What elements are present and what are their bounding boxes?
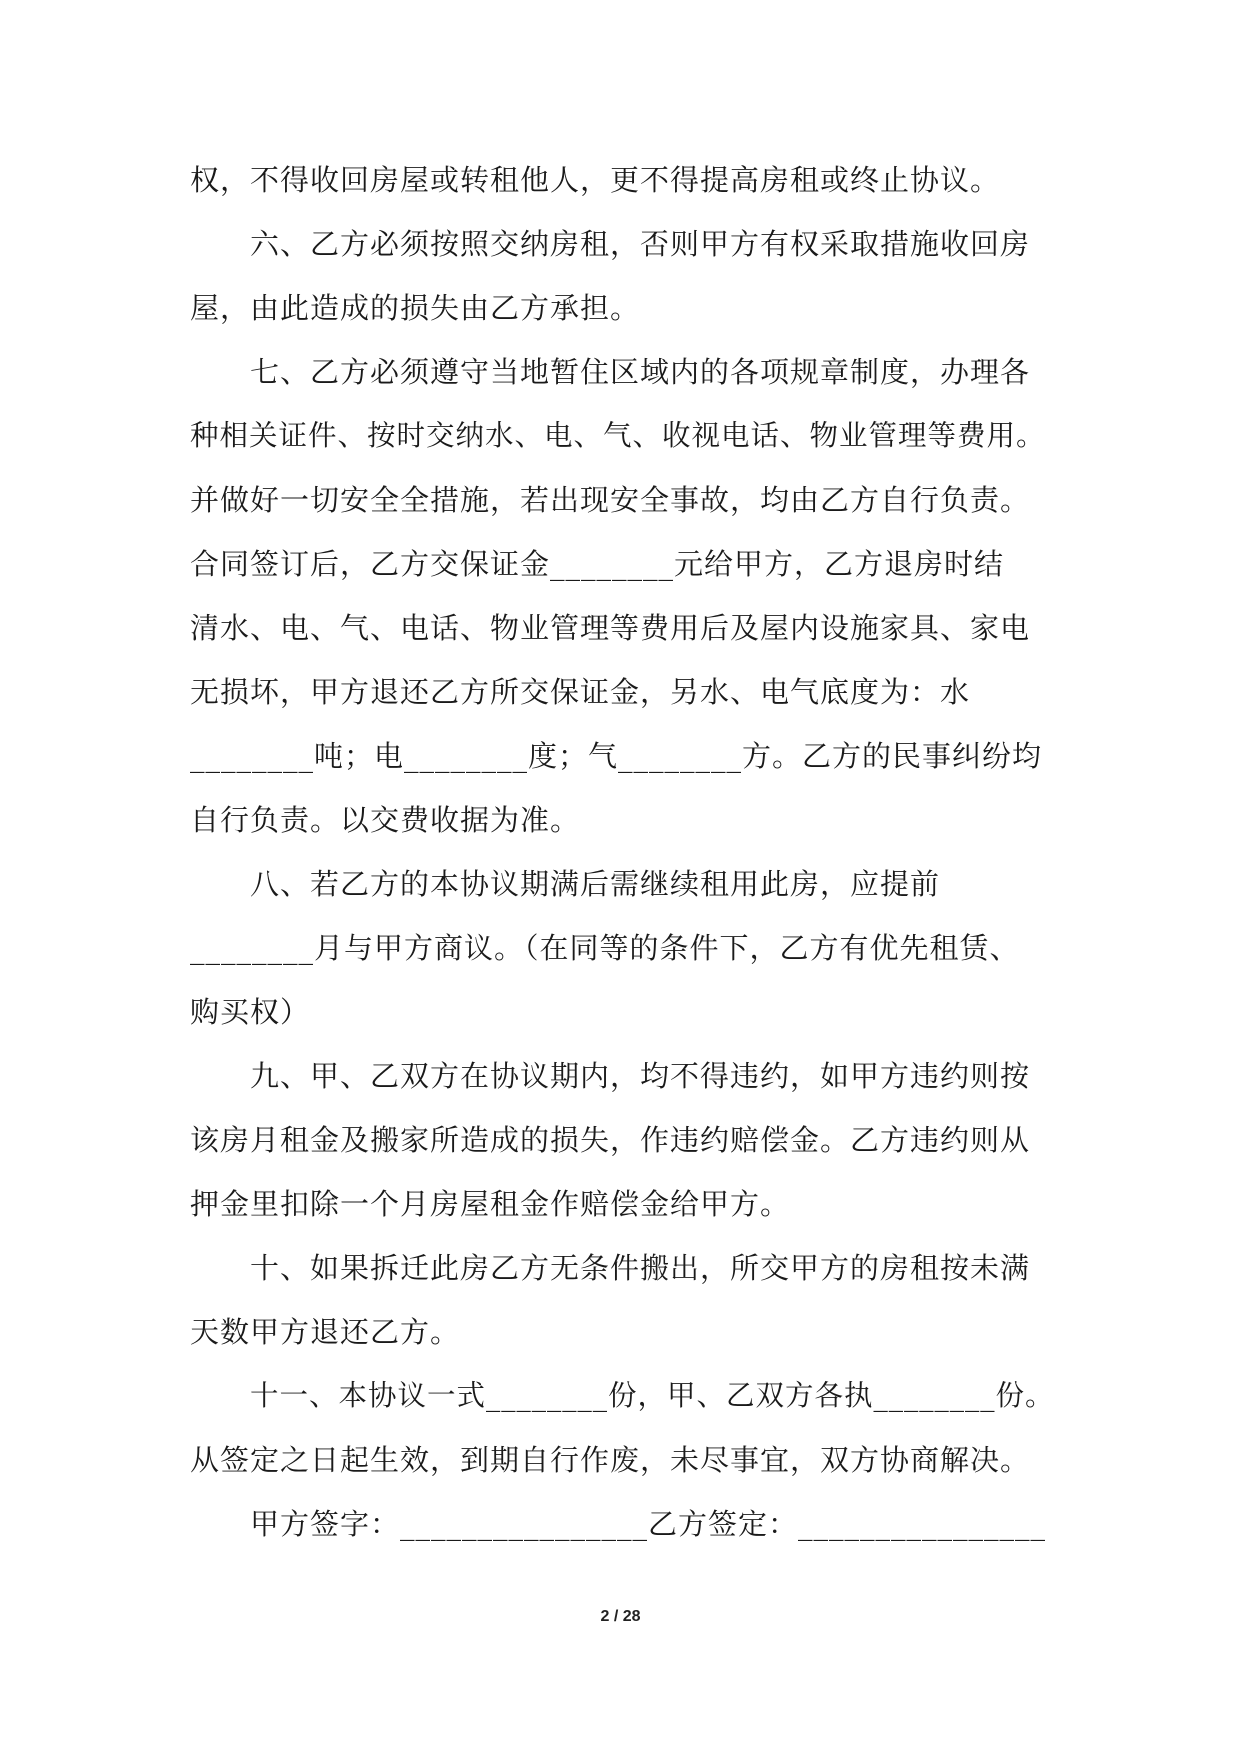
clause-11-line: 十一、本协议一式________份，甲、乙双方各执________份。 bbox=[250, 1379, 1055, 1412]
text-line: 权，不得收回房屋或转租他人，更不得提高房租或终止协议。 bbox=[190, 163, 1001, 197]
text-line: 屋，由此造成的损失由乙方承担。 bbox=[190, 291, 641, 325]
text-line: 该房月租金及搬家所造成的损失，作违约赔偿金。乙方违约则从 bbox=[190, 1123, 1031, 1157]
page-number: 2 / 28 bbox=[600, 1608, 641, 1625]
deposit-line: 合同签订后，乙方交保证金________元给甲方，乙方退房时结 bbox=[190, 547, 1005, 581]
text-line: 清水、电、气、电话、物业管理等费用后及屋内设施家具、家电 bbox=[190, 611, 1031, 645]
text-line: 押金里扣除一个月房屋租金作赔偿金给甲方。 bbox=[190, 1187, 791, 1221]
text-line: 无损坏，甲方退还乙方所交保证金，另水、电气底度为：水 bbox=[190, 675, 971, 709]
clause-9-line: 九、甲、乙双方在协议期内，均不得违约，如甲方违约则按 bbox=[250, 1059, 1031, 1093]
signature-line: 甲方签字：________________乙方签定：________________ bbox=[250, 1507, 1047, 1541]
text-line: 从签定之日起生效，到期自行作废，未尽事宜，双方协商解决。 bbox=[190, 1443, 1031, 1477]
text-line: 天数甲方退还乙方。 bbox=[190, 1315, 461, 1349]
text-line: 种相关证件、按时交纳水、电、气、收视电话、物业管理等费用。 bbox=[190, 419, 1046, 452]
clause-7-line: 七、乙方必须遵守当地暂住区域内的各项规章制度，办理各 bbox=[250, 355, 1031, 389]
clause-8-line: 八、若乙方的本协议期满后需继续租用此房，应提前 bbox=[250, 867, 941, 901]
utility-readings-line: ________吨；电________度；气________方。乙方的民事纠纷均 bbox=[190, 739, 1043, 773]
text-line: ________月与甲方商议。（在同等的条件下，乙方有优先租赁、 bbox=[190, 931, 1020, 965]
contract-body bbox=[190, 148, 1055, 1556]
clause-10-line: 十、如果拆迁此房乙方无条件搬出，所交甲方的房租按未满 bbox=[250, 1251, 1031, 1285]
text-line: 自行负责。以交费收据为准。 bbox=[190, 803, 581, 837]
text-line: 并做好一切安全全措施，若出现安全事故，均由乙方自行负责。 bbox=[190, 483, 1031, 517]
text-line: 购买权） bbox=[190, 995, 311, 1029]
clause-6-line: 六、乙方必须按照交纳房租，否则甲方有权采取措施收回房 bbox=[250, 227, 1031, 261]
